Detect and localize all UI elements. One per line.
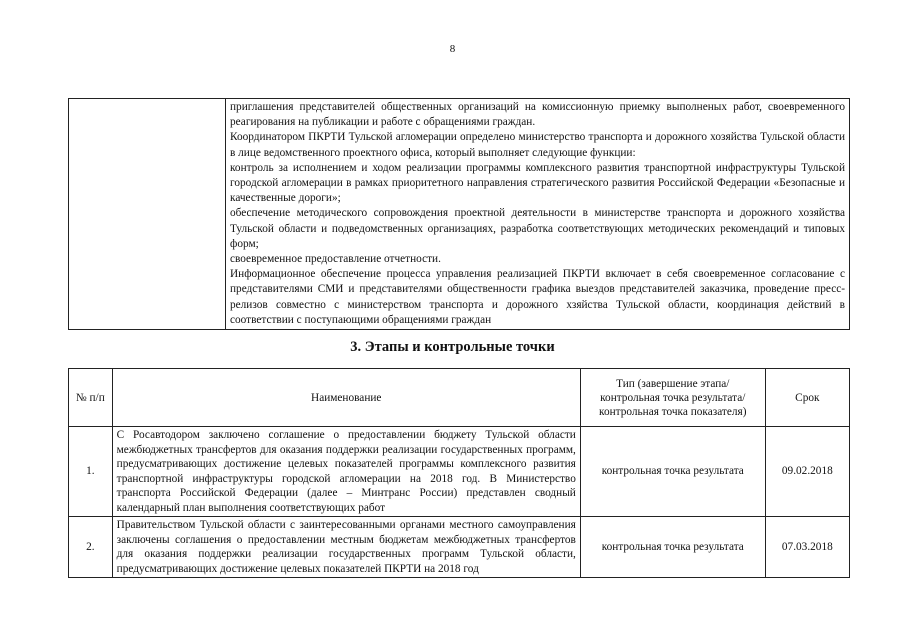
page-number: 8 (449, 43, 456, 55)
row-name: Правительством Тульской области с заинтересованными органами местного самоуправления заключены соглашения о предоставлении местным бюджетам межбюджетных трансфертов для оказания поддержки реализации государственных программ Тульской области, предусматривающих достижение целевых показателей ПКРТИ на 2018 год (112, 517, 580, 578)
row-date: 07.03.2018 (765, 517, 849, 578)
row-type: контрольная точка результата (580, 517, 765, 578)
paragraph: обеспечение методического сопровождения проектной деятельности в министерстве транспорта и дорожного хозяйства Тульской области и подведомственных организациях, разработка соответствующих методических рекомендаций и типовых форм; (230, 207, 845, 250)
header-date: Срок (765, 369, 849, 427)
row-date: 09.02.2018 (765, 427, 849, 517)
paragraph: своевременное предоставление отчетности. (230, 253, 441, 266)
header-row (69, 369, 850, 427)
description-cell (226, 99, 850, 330)
paragraph: Координатором ПКРТИ Тульской агломерации определено министерство транспорта и дорожного хозяйства Тульской области в лице ведомственного проектного офиса, который выполняет следующие функции: (230, 131, 845, 159)
stages-table (68, 368, 850, 578)
empty-cell (69, 99, 226, 330)
paragraph: приглашения представителей общественных организаций на комиссионную приемку выполненых работ, своевременного реагирования на публикации и работе с обращениями граждан. (230, 101, 845, 129)
table-row (69, 427, 850, 517)
table-row (69, 517, 850, 578)
row-type: контрольная точка результата (580, 427, 765, 517)
row-name: С Росавтодором заключено соглашение о предоставлении бюджету Тульской области межбюджетных трансфертов для оказания поддержки реализации государственных программ, предусматривающих достижение целевых показателей программы комплексного развития транспортной инфраструктуры городской агломерации на 2018 год. В Министерство транспорта Российской Федерации (далее – Минтранс России) представлен сводный календарный план выполнения соответствующих работ (112, 427, 580, 517)
row-num: 1. (69, 427, 113, 517)
header-num: № п/п (69, 369, 113, 427)
section-title: 3. Этапы и контрольные точки (350, 339, 555, 355)
paragraph: Информационное обеспечение процесса управления реализацией ПКРТИ включает в себя своевременное согласование с представителями СМИ и представителями общественности графика выездов представителей заказчика, проведение пресс-релизов совместно с министерством транспорта и дорожного хзяйства Тульской области, координация действий в соответствии с поступающими обращениями граждан (230, 268, 845, 326)
continuation-table (68, 98, 850, 330)
table-row (69, 99, 850, 330)
row-num: 2. (69, 517, 113, 578)
paragraph: контроль за исполнением и ходом реализации программы комплексного развития транспортной инфраструктуры Тульской городской агломерации в рамках приоритетного направления стратегического развития Российской Федерации «Безопасные и качественные дороги»; (230, 161, 845, 205)
header-name: Наименование (112, 369, 580, 427)
header-type: Тип (завершение этапа/ контрольная точка результата/ контрольная точка показателя) (580, 369, 765, 427)
